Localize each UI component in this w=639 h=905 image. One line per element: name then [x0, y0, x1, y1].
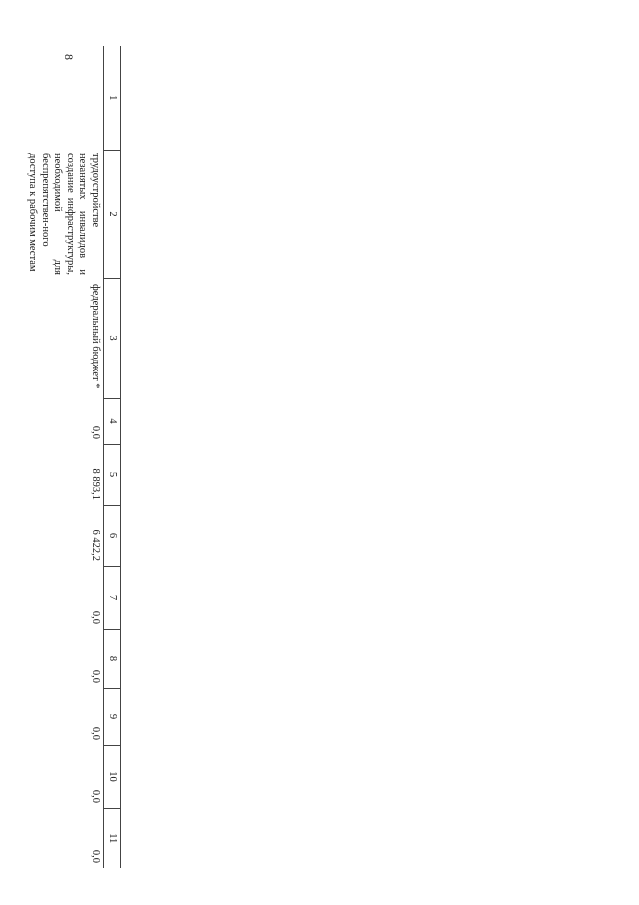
value-cell: 6 422,2	[90, 529, 101, 561]
value-cell: 0,0	[90, 726, 101, 740]
value-cell: 0,0	[90, 849, 101, 863]
header-row	[104, 46, 121, 868]
column-header: 6	[104, 505, 121, 566]
table-row	[0, 46, 104, 868]
value-cell: 0,0	[90, 789, 101, 803]
value-cell: 0,0	[90, 610, 101, 624]
column-header: 4	[104, 398, 121, 444]
rotated-sheet	[0, 46, 121, 868]
measure-name-cell: трудоустройстве незанятых инвалидов и создание инфраструктуры, необходимой для беспрепятствен-ного доступа к рабочим местам	[27, 153, 101, 275]
funding-table	[0, 46, 121, 868]
value-cell: 0,0	[90, 425, 101, 439]
column-header: 8	[104, 629, 121, 688]
page-number: 8	[62, 54, 76, 60]
column-header: 3	[104, 278, 121, 398]
column-header: 7	[104, 566, 121, 629]
column-header: 11	[104, 808, 121, 868]
column-header: 10	[104, 745, 121, 808]
value-cell: 8 893,1	[90, 468, 101, 500]
column-header: 5	[104, 444, 121, 505]
column-header: 1	[104, 46, 121, 150]
column-header: 2	[104, 150, 121, 278]
funding-source-cell: федеральный бюджет *	[90, 284, 101, 389]
measure-type-cell	[0, 46, 104, 150]
column-header: 9	[104, 688, 121, 745]
value-cell: 0,0	[90, 669, 101, 683]
